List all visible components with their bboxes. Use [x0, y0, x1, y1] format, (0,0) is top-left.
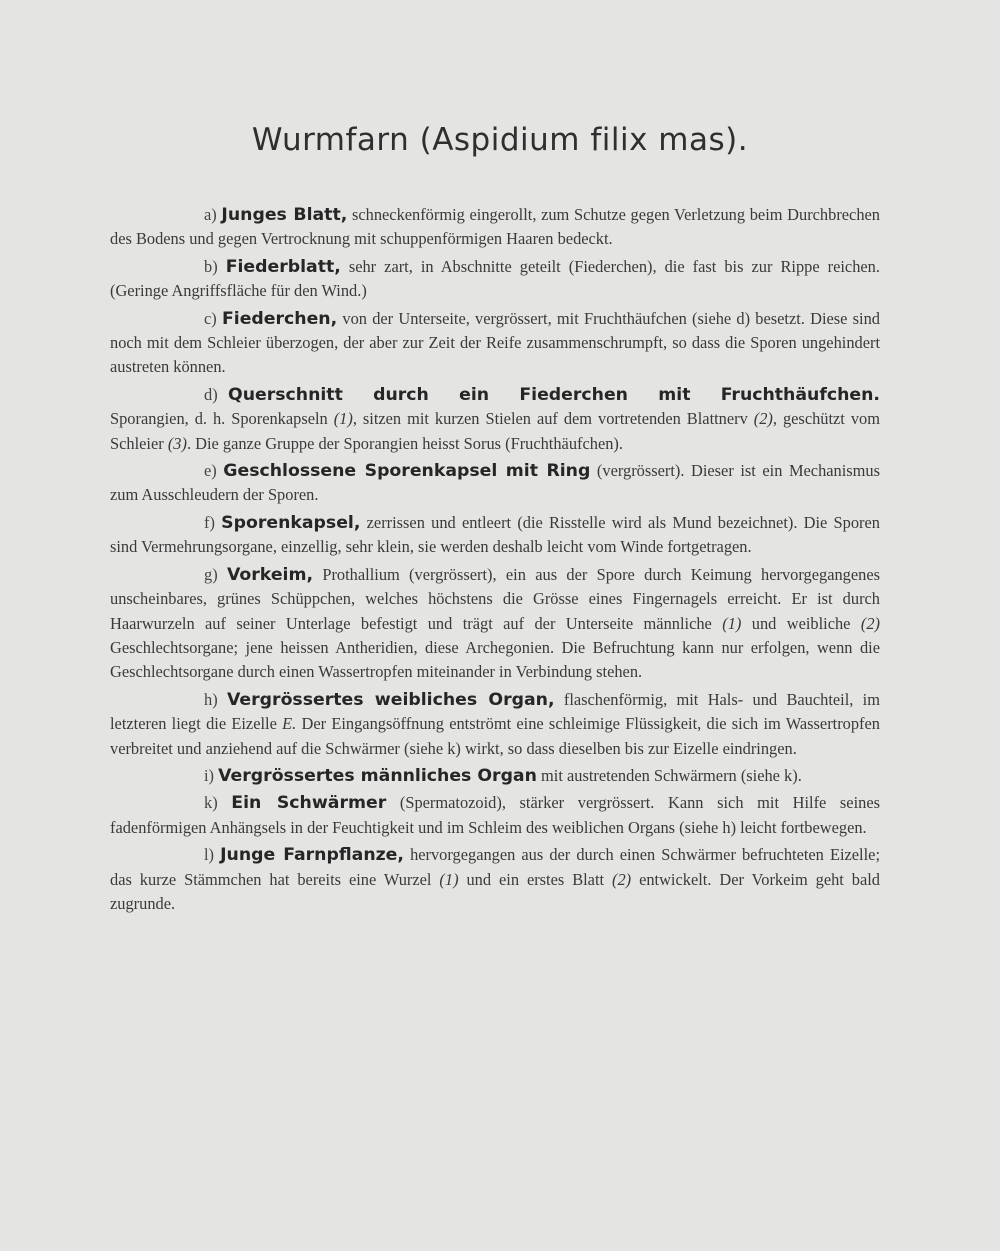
paragraph-b — [110, 255, 880, 304]
paragraph-l — [110, 843, 880, 916]
item-marker: k) — [204, 793, 218, 813]
item-marker: l) — [204, 845, 215, 865]
item-heading: Fiederchen, — [221, 308, 338, 329]
figure-ref: E. — [282, 714, 297, 734]
item-marker: f) — [204, 512, 215, 532]
document-body — [110, 203, 880, 919]
item-text: von der Unterseite, vergrössert, mit Fruchthäufchen (siehe d) besetzt. Diese sind noch mit dem Schleier überzogen, der aber zur Zeit der Reife zusammenschrumpft, so dass die Sporen ungehindert austreten können. — [110, 308, 880, 377]
paragraph-g — [110, 563, 880, 685]
figure-ref: (1) — [333, 409, 353, 429]
figure-ref: (2) — [860, 613, 880, 633]
figure-ref: (1) — [439, 869, 459, 889]
item-text: entwickelt. Der Vorkeim geht bald zugrunde. — [110, 869, 880, 913]
item-marker: b) — [204, 256, 218, 276]
item-text: Prothallium (vergrössert), ein aus der Spore durch Keimung hervorgegangenes unscheinbares, grünes Schüppchen, welches höchstens die Grösse eines Fingernagels erreicht. Er ist durch Haarwurzeln auf seiner Unterlage befestigt und trägt auf der Unterseite männliche — [110, 564, 880, 633]
item-text: Der Eingangsöffnung entströmt eine schleimige Flüssigkeit, die sich im Wassertropfen verbreitet und anziehend auf die Schwärmer (siehe k) wirkt, so dass dieselben bis zur Eizelle eindringen. — [110, 714, 880, 758]
item-text: Sporangien, d. h. Sporenkapseln — [110, 409, 328, 429]
item-marker: h) — [204, 689, 218, 709]
item-text: sehr zart, in Abschnitte geteilt (Fiederchen), die fast bis zur Rippe reichen. (Geringe Angriffsfläche für den Wind.) — [110, 256, 880, 301]
paragraph-d — [110, 383, 880, 456]
item-text: und weibliche — [751, 613, 851, 633]
figure-ref: (2) — [753, 409, 773, 429]
item-heading: Vergrössertes männliches Organ — [218, 765, 537, 786]
item-marker: a) — [204, 205, 217, 224]
item-text: mit austretenden Schwärmern (siehe k). — [541, 765, 802, 785]
paragraph-k — [110, 791, 880, 840]
item-marker: i) — [204, 765, 215, 785]
paragraph-h — [110, 688, 880, 761]
item-text: Geschlechtsorgane; jene heissen Antheridien, diese Archegonien. Die Befruchtung kann nur erfolgen, wenn die Geschlechtsorgane durch einen Wassertropfen miteinander in Verbindung stehen. — [110, 637, 880, 682]
item-marker: e) — [204, 461, 217, 481]
figure-ref: (3) — [167, 433, 187, 453]
figure-ref: (1) — [722, 613, 742, 633]
item-heading: Geschlossene Sporenkapsel mit Ring — [223, 461, 591, 482]
page-title: Wurmfarn (Aspidium filix mas). — [251, 122, 749, 158]
paragraph-e — [110, 459, 880, 508]
item-heading: Fiederblatt, — [225, 256, 341, 277]
figure-ref: (2) — [612, 869, 632, 889]
item-text: (vergrössert). Dieser ist ein Mechanismus zum Ausschleudern der Sporen. — [110, 461, 881, 505]
item-heading: Ein Schwärmer — [231, 793, 387, 814]
paragraph-f — [110, 511, 880, 560]
item-text: , geschützt vom Schleier — [110, 409, 880, 453]
item-text: hervorgegangen aus der durch einen Schwärmer befruchteten Eizelle; das kurze Stämmchen hat bereits eine Wurzel — [110, 845, 880, 889]
item-marker: g) — [204, 564, 218, 584]
item-text: schneckenförmig eingerollt, zum Schutze gegen Verletzung beim Durchbrechen des Bodens und gegen Vertrocknung mit schuppenförmigen Haaren bedeckt. — [110, 205, 880, 249]
item-text: flaschenförmig, mit Hals- und Bauchteil, im letzteren liegt die Eizelle — [110, 689, 880, 734]
item-text: (Spermatozoid), stärker vergrössert. Kann sich mit Hilfe seines fadenförmigen Anhängsels in der Feuchtigkeit und im Schleim des weiblichen Organs (siehe h) leicht fortbewegen. — [110, 793, 880, 837]
item-marker: d) — [204, 384, 218, 404]
item-text: und ein erstes Blatt — [466, 869, 605, 889]
item-heading: Sporenkapsel, — [221, 512, 361, 533]
item-text: zerrissen und entleert (die Risstelle wird als Mund bezeichnet). Die Sporen sind Vermehrungsorgane, einzellig, sehr klein, sie werden deshalb leicht vom Winde fortgetragen. — [110, 512, 880, 557]
paragraph-i — [110, 764, 880, 788]
item-text: , sitzen mit kurzen Stielen auf dem vortretenden Blattnerv — [352, 409, 748, 429]
item-heading: Vergrössertes weibliches Organ, — [227, 689, 555, 710]
item-heading: Junge Farnpflanze, — [220, 845, 404, 866]
item-heading: Vorkeim, — [226, 564, 314, 585]
item-text: . Die ganze Gruppe der Sporangien heisst Sorus (Fruchthäufchen). — [186, 433, 623, 453]
paragraph-a — [110, 203, 880, 252]
item-heading: Querschnitt durch ein Fiederchen mit Fruchthäufchen. — [228, 384, 880, 405]
item-marker: c) — [204, 308, 217, 328]
item-heading: Junges Blatt, — [221, 205, 348, 225]
paragraph-c — [110, 307, 880, 380]
